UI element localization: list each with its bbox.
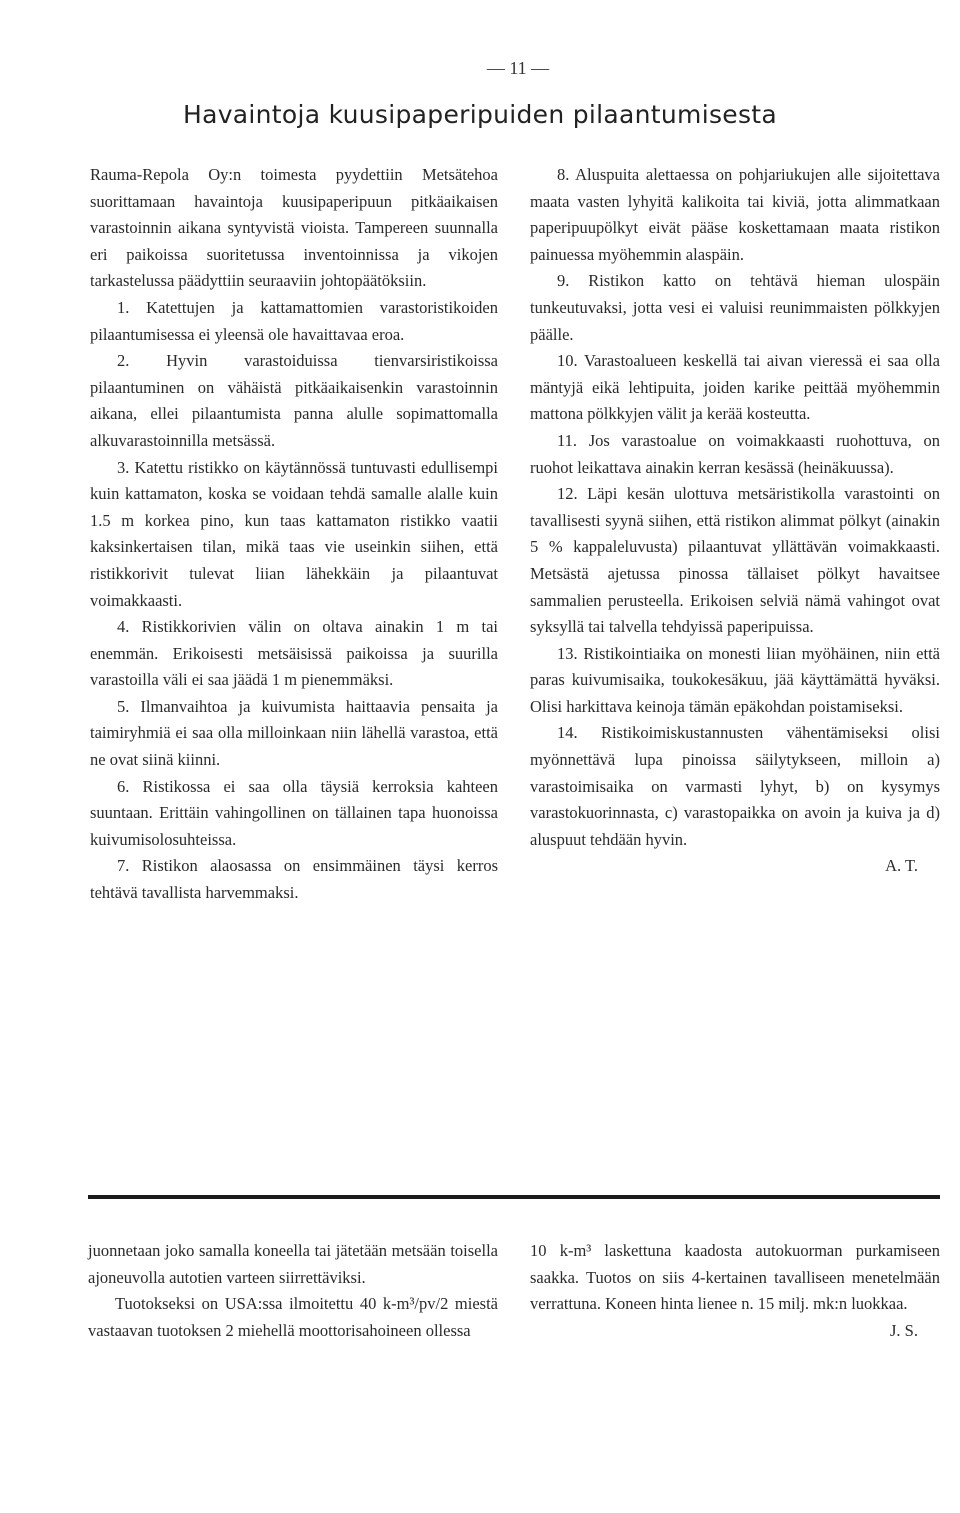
paragraph: 3. Katettu ristikko on käytännössä tuntuvasti edullisempi kuin kattamaton, koska se voidaan tehdä samalle alalle kuin 1.5 m korkea pino, kun taas kattamaton ristikko vaatii kaksinkertaisen tilan, mikä taas vie useinkin siihen, että ristikkorivit tulevat liian lähekkäin ja pilaantuvat voimakkaasti. (90, 457, 498, 610)
paragraph: 6. Ristikossa ei saa olla täysiä kerroksia kahteen suuntaan. Erittäin vahingollinen on tällainen tapa huonoissa kuivumisolosuhteissa. (90, 776, 498, 849)
paragraph: 1. Katettujen ja kattamattomien varastoristikoiden pilaantumisessa ei yleensä ole havaittavaa eroa. (90, 297, 498, 344)
paragraph: 7. Ristikon alaosassa on ensimmäinen täysi kerros tehtävä tavallista harvemmaksi. (90, 856, 498, 903)
paragraph: 14. Ristikoimiskustannusten vähentämiseksi olisi myönnettävä lupa pinoissa säilytykseen, milloin a) varastoimisaika on varmasti lyhyt, b) on kysymys varastokuorinnasta, c) varastopaikka on avoin ja kuiva ja d) aluspuut tehdään hyvin. (530, 723, 940, 849)
author-signature: J. S. (890, 1320, 918, 1340)
paragraph: 12. Läpi kesän ulottuva metsäristikolla varastointi on tavallisesti syynä siihen, että ristikon alimmat pölkyt (ainakin 5 % kappaleluvusta) pilaantuvat yllättävän voimakkaasti. Metsästä ajetussa pinossa tällaiset pölkyt havaitsee sammalien perusteella. Erikoisen selviä nämä vahingot ovat syksyllä tai talvella tehdyissä paperipuissa. (530, 484, 940, 637)
paragraph: juonnetaan joko samalla koneella tai jätetään metsään toisella ajoneuvolla autotien varteen siirrettäviksi. (88, 1241, 498, 1287)
author-signature: A. T. (885, 856, 918, 876)
paragraph: 4. Ristikkorivien välin on oltava ainakin 1 m tai enemmän. Erikoisesti metsäisissä paikoissa ja suurilla varastoilla väli ei saa jäädä 1 m pienemmäksi. (90, 617, 498, 690)
paragraph: Tuotokseksi on USA:ssa ilmoitettu 40 k-m³/pv/2 miestä vastaavan tuotoksen 2 miehellä moottorisahoineen ollessa (88, 1294, 498, 1340)
paragraph: Rauma-Repola Oy:n toimesta pyydettiin Metsätehoa suorittamaan havaintoja kuusipaperipuun pitkäaikaisen varastoinnin aikana syntyvistä vioista. Tampereen suunnalla eri paikoissa suoritetussa inventoinnissa ja vikojen tarkastelussa päädyttiin seuraaviin johtopäätöksiin. (90, 165, 498, 291)
paragraph: 13. Ristikointiaika on monesti liian myöhäinen, niin että paras kuivumisaika, toukokesäkuu, jää käyttämättä hyväksi. Olisi harkittava keinoja tämän epäkohdan poistamiseksi. (530, 643, 940, 716)
article1-right-column (530, 162, 940, 880)
paragraph: 2. Hyvin varastoiduissa tienvarsiristikoissa pilaantuminen on vähäistä pitkäaikaisenkin varastoinnin aikana, ellei pilaantumista panna alulle sopimattomalla alkuvarastoinnilla metsässä. (90, 351, 498, 450)
page-number: — 11 — (486, 58, 550, 78)
section-divider (88, 1195, 940, 1199)
paragraph: 10. Varastoalueen keskellä tai aivan vieressä ei saa olla mäntyjä eikä lehtipuita, joiden karike peittää myöhemmin mattona pölkkyjen välit ja kerää kosteutta. (530, 351, 940, 424)
article2-left-column (88, 1238, 498, 1344)
paragraph: 5. Ilmanvaihtoa ja kuivumista haittaavia pensaita ja taimiryhmiä ei saa olla milloinkaan niin lähellä varastoa, että ne ovat siinä kiinni. (90, 696, 498, 770)
paragraph: 11. Jos varastoalue on voimakkaasti ruohottuva, on ruohot leikattava ainakin kerran kesässä (heinäkuussa). (530, 430, 940, 477)
article1-left-column (90, 162, 498, 907)
paragraph: 8. Aluspuita alettaessa on pohjariukujen alle sijoitettava maata vasten lyhyitä kalikoita tai kiviä, jotta alimmatkaan paperipuupölkyt eivät pääse koskettamaan maata ristikon painuessa myöhemmin alaspäin. (530, 165, 940, 264)
article-title: Havaintoja kuusipaperipuiden pilaantumisesta (182, 100, 777, 129)
paragraph: 10 k-m³ laskettuna kaadosta autokuorman purkamiseen saakka. Tuotos on siis 4-kertainen tavalliseen menetelmään verrattuna. Koneen hinta lienee n. 15 milj. mk:n luokkaa. (530, 1241, 940, 1314)
paragraph: 9. Ristikon katto on tehtävä hieman ulospäin tunkeutuvaksi, jotta vesi ei valuisi reunimmaisten pölkkyjen päälle. (530, 271, 940, 344)
article2-right-column (530, 1238, 940, 1344)
